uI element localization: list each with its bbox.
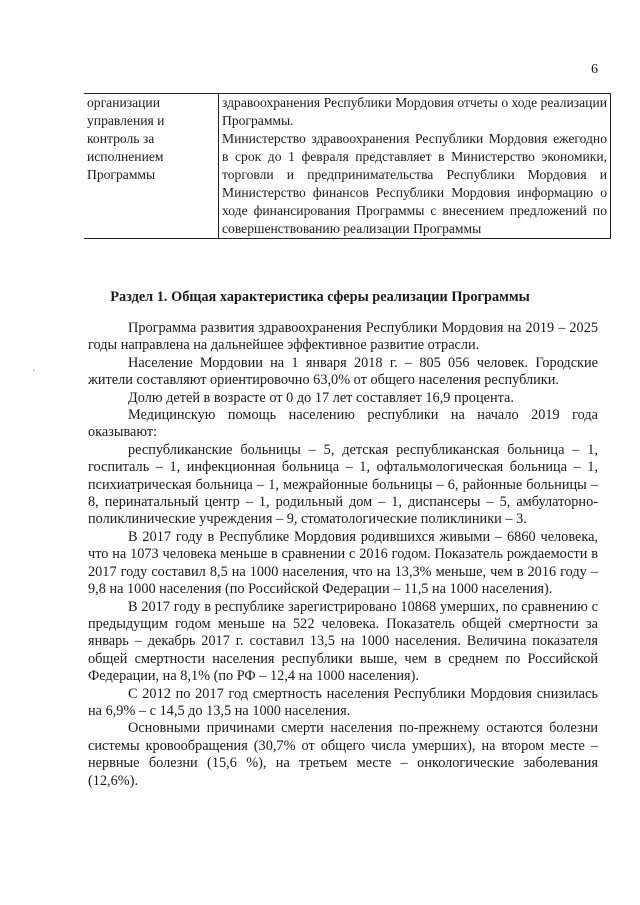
paragraph: Долю детей в возрасте от 0 до 17 лет составляет 16,9 процента.: [128, 389, 514, 406]
program-passport-table: [84, 93, 611, 239]
left-cell-line: управления и: [87, 113, 165, 128]
paragraph: В 2017 году в республике зарегистрировано 10868 умерших, по сравнению с предыдущим годом меньше на 522 человека. Показатель общей смертности за январь – декабрь 2017 г. составил 13,5 на 1000 населения. Величина показателя общей смертности населения республики выше, чем в среднем по Российской Федерации, на 8,1% (по РФ – 12,4 на 1000 населения).: [88, 598, 598, 685]
left-cell-line: исполнением: [87, 149, 164, 164]
paragraph: Население Мордовии на 1 января 2018 г. – 805 056 человек. Городские жители составляют ориентировочно 63,0% от общего населения республики.: [88, 354, 598, 389]
section-title: Раздел 1. Общая характеристика сферы реализации Программы: [110, 289, 530, 305]
margin-mark: ·: [32, 366, 36, 377]
table-left-cell: [84, 94, 219, 239]
paragraph: Основными причинами смерти населения по-прежнему остаются болезни системы кровообращения (30,7% от общего числа умерших), на втором месте – нервные болезни (15,6 %), на третьем месте – онкологические заболевания (12,6%).: [88, 720, 598, 789]
right-cell-paragraph: Министерство здравоохранения Республики Мордовия ежегодно в срок до 1 февраля представляет в Министерство экономики, торговли и предпринимательства Республики Мордовия и Министерство финансов Республики Мордовия информацию о ходе финансирования Программы с внесением предложений по совершенствованию реализации Программы: [222, 131, 607, 236]
paragraph: С 2012 по 2017 год смертность населения Республики Мордовия снизилась на 6,9% – с 14,5 до 13,5 на 1000 населения.: [88, 685, 598, 719]
paragraph: Медицинскую помощь населению республики на начало 2019 года оказывают:: [88, 407, 598, 441]
left-cell-line: контроль за: [87, 131, 155, 146]
left-cell-line: Программы: [87, 167, 156, 182]
table-right-cell: [219, 94, 611, 239]
page-number: 6: [591, 62, 598, 77]
paragraph: Программа развития здравоохранения Республики Мордовия на 2019 – 2025 годы направлена на дальнейшее эффективное развитие отрасли.: [88, 320, 598, 354]
paragraph: республиканские больницы – 5, детская республиканская больница – 1, госпиталь – 1, инфекционная больница – 1, офтальмологическая больница – 1, психиатрическая больница – 1, межрайонные больницы – 6, районные больницы – 8, перинатальный центр – 1, родильный дом – 1, диспансеры – 5, амбулаторно-поликлинические учреждения – 9, стоматологические поликлиники – 3.: [88, 441, 598, 528]
body-text: [88, 320, 598, 790]
right-cell-paragraph: здравоохранения Республики Мордовия отчеты о ходе реализации Программы.: [222, 95, 607, 128]
left-cell-line: организации: [87, 95, 160, 110]
table-row: [84, 94, 611, 239]
paragraph: В 2017 году в Республике Мордовия родившихся живыми – 6860 человека, что на 1073 человека меньше в сравнении с 2016 годом. Показатель рождаемости в 2017 году составил 8,5 на 1000 населения, что на 13,3% меньше, чем в 2016 году – 9,8 на 1000 населения (по Российской Федерации – 11,5 на 1000 населения).: [88, 528, 598, 598]
